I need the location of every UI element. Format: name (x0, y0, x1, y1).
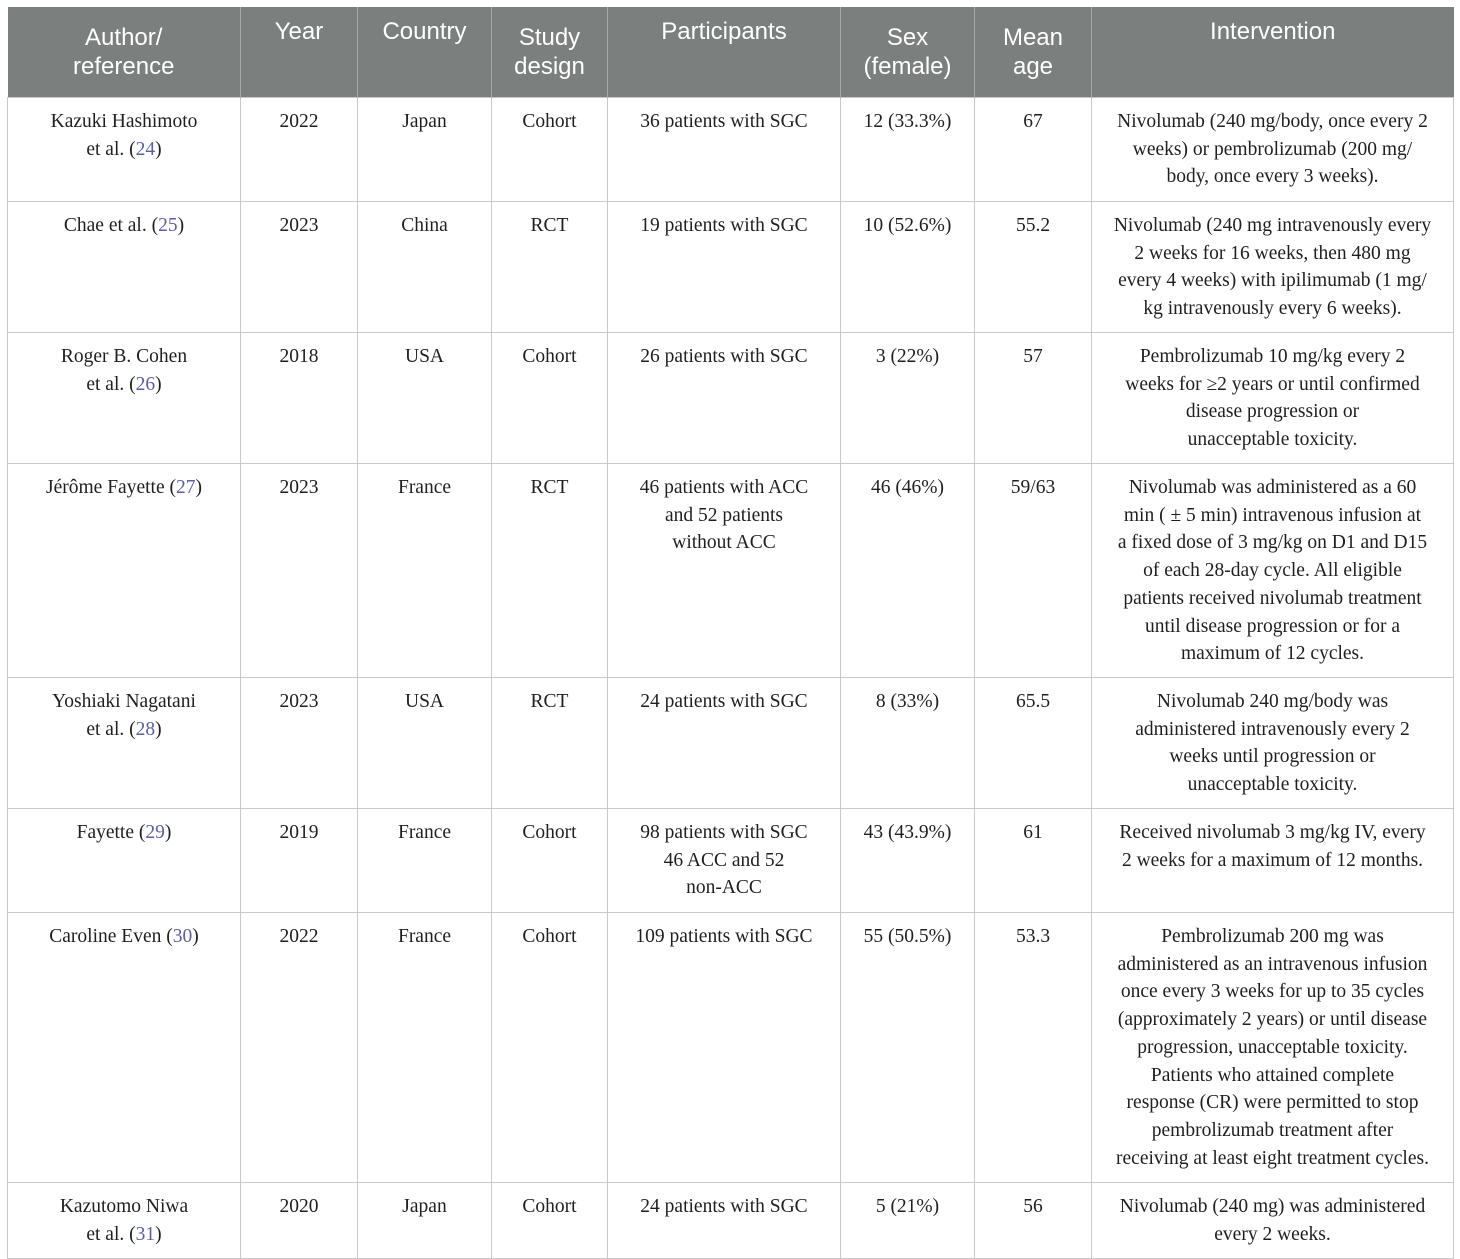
reference-link[interactable]: 24 (135, 138, 156, 160)
cell-country: Japan (358, 98, 492, 202)
author-etal-line: Jérôme Fayette ( (46, 477, 176, 498)
table-row (8, 678, 1454, 809)
cell-mean-age: 57 (975, 333, 1092, 464)
table-row (8, 1183, 1454, 1259)
cell-author: Roger B. Cohen et al. (26) (8, 333, 241, 464)
cell-participants: 36 patients with SGC (608, 98, 841, 202)
cell-author: Caroline Even (30) (8, 913, 241, 1183)
cell-mean-age: 65.5 (975, 678, 1092, 809)
cell-author: Fayette (29) (8, 809, 241, 913)
studies-table (7, 7, 1454, 1259)
table-row (8, 333, 1454, 464)
cell-country: France (358, 464, 492, 678)
cell-sex: 5 (21%) (841, 1183, 975, 1259)
cell-author: Yoshiaki Nagatani et al. (28) (8, 678, 241, 809)
author-name-line: Kazutomo Niwa (59, 1196, 189, 1217)
cell-intervention: Nivolumab 240 mg/body was administered intravenously every 2 weeks until progression or unacceptable toxicity. (1092, 678, 1454, 809)
table-row (8, 464, 1454, 678)
cell-country: USA (358, 678, 492, 809)
cell-year: 2019 (241, 809, 358, 913)
cell-author: Jérôme Fayette (27) (8, 464, 241, 678)
reference-link[interactable]: 28 (135, 718, 156, 740)
cell-intervention: Nivolumab (240 mg/body, once every 2 weeks) or pembrolizumab (200 mg/ body, once every 3 weeks). (1092, 98, 1454, 202)
header-row (8, 7, 1454, 98)
cell-author: Kazutomo Niwa et al. (31) (8, 1183, 241, 1259)
reference-link[interactable]: 29 (145, 822, 165, 843)
cell-mean-age: 61 (975, 809, 1092, 913)
table-row (8, 98, 1454, 202)
cell-study-design: Cohort (492, 809, 608, 913)
cell-mean-age: 59/63 (975, 464, 1092, 678)
cell-year: 2023 (241, 202, 358, 333)
cell-participants: 19 patients with SGC (608, 202, 841, 333)
cell-sex: 3 (22%) (841, 333, 975, 464)
header-country: Country (358, 7, 492, 98)
reference-link[interactable]: 25 (158, 215, 178, 236)
cell-country: China (358, 202, 492, 333)
cell-intervention: Nivolumab (240 mg intravenously every 2 weeks for 16 weeks, then 480 mg every 4 weeks) with ipilimumab (1 mg/ kg intravenously every 6 weeks). (1092, 202, 1454, 333)
cell-mean-age: 67 (975, 98, 1092, 202)
cell-mean-age: 56 (975, 1183, 1092, 1259)
cell-year: 2023 (241, 678, 358, 809)
cell-sex: 10 (52.6%) (841, 202, 975, 333)
cell-participants: 24 patients with SGC (608, 678, 841, 809)
cell-mean-age: 55.2 (975, 202, 1092, 333)
cell-country: France (358, 809, 492, 913)
cell-year: 2022 (241, 98, 358, 202)
header-participants: Participants (608, 7, 841, 98)
cell-sex: 55 (50.5%) (841, 913, 975, 1183)
cell-participants: 109 patients with SGC (608, 913, 841, 1183)
reference-link[interactable]: 30 (172, 926, 193, 947)
cell-year: 2022 (241, 913, 358, 1183)
header-study-design: Study design (492, 7, 608, 98)
author-name-line: Yoshiaki Nagatani (52, 691, 196, 712)
cell-sex: 12 (33.3%) (841, 98, 975, 202)
cell-author: Chae et al. (25) (8, 202, 241, 333)
author-etal-line: et al. ( (86, 138, 136, 160)
author-etal-line: et al. ( (86, 718, 136, 740)
cell-study-design: RCT (492, 678, 608, 809)
author-name-line: Roger B. Cohen (60, 346, 188, 367)
author-etal-line: Chae et al. ( (63, 215, 159, 236)
reference-link[interactable]: 27 (175, 477, 196, 498)
cell-year: 2020 (241, 1183, 358, 1259)
header-mean-age: Mean age (975, 7, 1092, 98)
reference-link[interactable]: 26 (135, 373, 156, 395)
cell-author: Kazuki Hashimoto et al. (24) (8, 98, 241, 202)
table-header (8, 7, 1454, 98)
cell-intervention: Nivolumab was administered as a 60 min ( ± 5 min) intravenous infusion at a fixed dose of 3 mg/kg on D1 and D15 of each 28-day cycle. All eligible patients received nivolumab treatment until disease progression or for a maximum of 12 cycles. (1092, 464, 1454, 678)
cell-study-design: Cohort (492, 1183, 608, 1259)
cell-mean-age: 53.3 (975, 913, 1092, 1183)
cell-year: 2018 (241, 333, 358, 464)
cell-study-design: Cohort (492, 98, 608, 202)
cell-intervention: Nivolumab (240 mg) was administered every 2 weeks. (1092, 1183, 1454, 1259)
cell-study-design: Cohort (492, 333, 608, 464)
cell-country: Japan (358, 1183, 492, 1259)
cell-sex: 43 (43.9%) (841, 809, 975, 913)
author-etal-line: et al. ( (86, 373, 136, 395)
cell-participants: 26 patients with SGC (608, 333, 841, 464)
author-name-line: Kazuki Hashimoto (50, 111, 198, 132)
cell-intervention: Received nivolumab 3 mg/kg IV, every 2 weeks for a maximum of 12 months. (1092, 809, 1454, 913)
cell-intervention: Pembrolizumab 10 mg/kg every 2 weeks for ≥2 years or until confirmed disease progression or unacceptable toxicity. (1092, 333, 1454, 464)
header-year: Year (241, 7, 358, 98)
cell-sex: 46 (46%) (841, 464, 975, 678)
cell-sex: 8 (33%) (841, 678, 975, 809)
table-row (8, 913, 1454, 1183)
cell-intervention: Pembrolizumab 200 mg was administered as an intravenous infusion once every 3 weeks for up to 35 cycles (approximately 2 years) or until disease progression, unacceptable toxicity. Patients who attained complete response (CR) were permitted to stop pembrolizumab treatment after receiving at least eight treatment cycles. (1092, 913, 1454, 1183)
header-intervention: Intervention (1092, 7, 1454, 98)
cell-participants: 98 patients with SGC 46 ACC and 52 non-ACC (608, 809, 841, 913)
header-author: Author/ reference (8, 7, 241, 98)
cell-participants: 24 patients with SGC (608, 1183, 841, 1259)
author-etal-line: Caroline Even ( (49, 926, 173, 947)
table-row (8, 202, 1454, 333)
table-row (8, 809, 1454, 913)
cell-year: 2023 (241, 464, 358, 678)
cell-participants: 46 patients with ACC and 52 patients without ACC (608, 464, 841, 678)
cell-study-design: Cohort (492, 913, 608, 1183)
author-etal-line: et al. ( (86, 1223, 136, 1245)
cell-study-design: RCT (492, 464, 608, 678)
table-body (8, 98, 1454, 1259)
cell-study-design: RCT (492, 202, 608, 333)
reference-link[interactable]: 31 (135, 1223, 156, 1245)
cell-country: France (358, 913, 492, 1183)
cell-country: USA (358, 333, 492, 464)
author-etal-line: Fayette ( (76, 822, 146, 843)
header-sex: Sex (female) (841, 7, 975, 98)
